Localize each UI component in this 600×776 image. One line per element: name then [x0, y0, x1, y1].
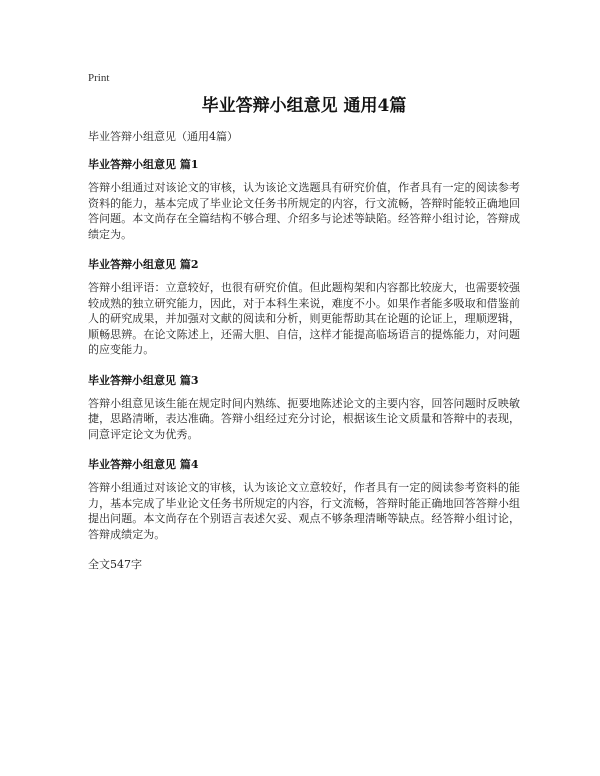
section-body-3: 答辩小组意见该生能在规定时间内熟练、扼要地陈述论文的主要内容，回答问题时反映敏捷，思路清晰，表达准确。答辩小组经过充分讨论，根据该生论文质量和答辩中的表现，同意评定论文为优秀。	[88, 396, 520, 441]
section-heading-1: 毕业答辩小组意见 篇1	[88, 158, 199, 171]
section-heading-2: 毕业答辩小组意见 篇2	[88, 258, 199, 271]
section-body-4: 答辩小组通过对该论文的审核，认为该论文立意较好，作者具有一定的阅读参考资料的能力，基本完成了毕业论文任务书所规定的内容，行文流畅，答辩时能正确地回答答辩小组提出问题。本文尚存在个别语言表述欠妥、观点不够条理清晰等缺点。经答辩小组讨论，答辩成绩定为。	[88, 481, 520, 541]
document-subtitle: 毕业答辩小组意见（通用4篇）	[88, 130, 238, 143]
word-count: 全文547字	[88, 558, 142, 571]
section-body-1: 答辩小组通过对该论文的审核，认为该论文选题具有研究价值，作者具有一定的阅读参考资料的能力，基本完成了毕业论文任务书所规定的内容，行文流畅，答辩时能较正确地回答问题。本文尚存在全篇结构不够合理、介绍多与论述等缺陷。经答辩小组讨论，答辩成绩定为。	[88, 181, 520, 241]
document-page	[88, 70, 520, 573]
section-body-2: 答辩小组评语：立意较好，也很有研究价值。但此题构架和内容都比较庞大，也需要较强较成熟的独立研究能力，因此，对于本科生来说，难度不小。如果作者能多吸取和借鉴前人的研究成果，并加强对文献的阅读和分析，则更能帮助其在论题的论证上，理顺逻辑，顺畅思辨。在论文陈述上，还需大胆、自信，这样才能提高临场语言的提炼能力，对问题的应变能力。	[88, 281, 520, 356]
section-heading-3: 毕业答辩小组意见 篇3	[88, 373, 199, 387]
section-heading-4: 毕业答辩小组意见 篇4	[88, 458, 199, 471]
print-link[interactable]: Print	[88, 72, 110, 84]
page-title: 毕业答辩小组意见 通用4篇	[201, 96, 407, 116]
